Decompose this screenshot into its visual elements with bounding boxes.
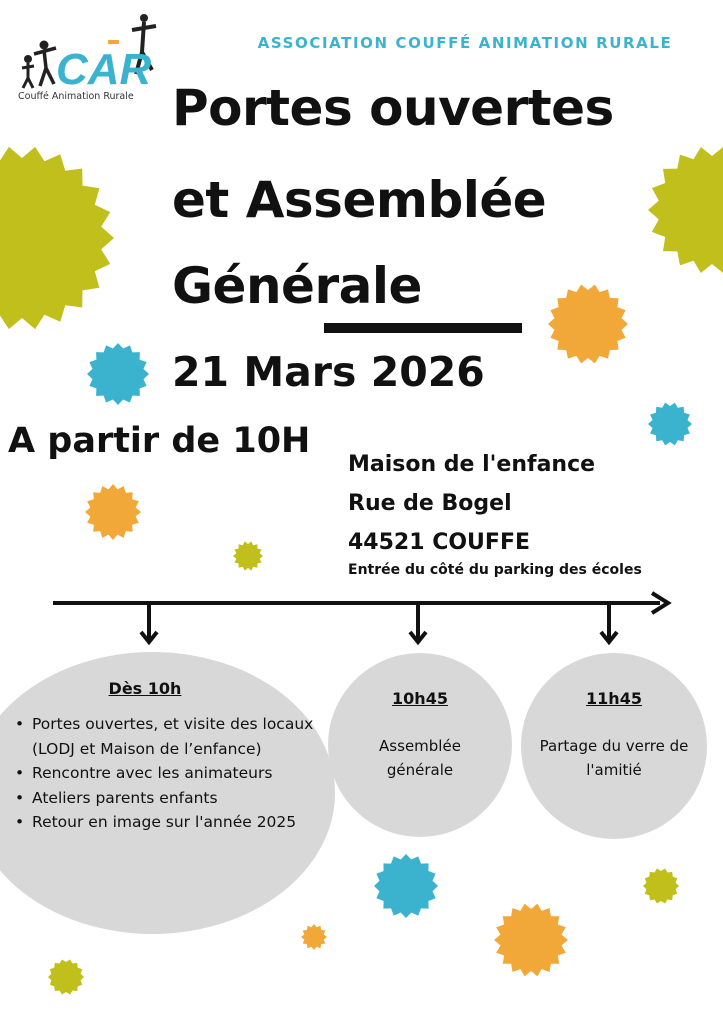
logo-letters: CAR <box>56 45 152 92</box>
blue-burst-2 <box>648 403 692 446</box>
olive-burst-left <box>0 147 114 329</box>
list-item: • Retour en image sur l'année 2025 <box>14 810 319 835</box>
title-underline <box>324 323 522 333</box>
location-city: 44521 COUFFE <box>348 530 530 555</box>
logo-caption: Couffé Animation Rurale <box>18 91 134 102</box>
location-place: Maison de l'enfance <box>348 452 596 477</box>
orange-burst-1 <box>548 285 628 364</box>
bubble-3-description: Partage du verre de l'amitié <box>539 737 689 779</box>
location-entrance: Entrée du côté du parking des écoles <box>348 562 642 578</box>
list-item: • Portes ouvertes, et visite des locaux (LODJ et Maison de l’enfance) <box>14 712 319 761</box>
blue-burst-1 <box>87 343 149 405</box>
olive-burst-small <box>233 541 263 570</box>
location-street: Rue de Bogel <box>348 491 512 516</box>
bubble-1-list <box>14 712 319 835</box>
bubble-2-description: Assemblée générale <box>379 737 461 779</box>
bubble-1-time: Dès 10h <box>108 679 182 698</box>
logo-dancers-icon <box>16 12 166 92</box>
list-item: • Ateliers parents enfants <box>14 786 319 811</box>
logo <box>16 12 166 92</box>
association-name: ASSOCIATION COUFFÉ ANIMATION RURALE <box>257 34 673 52</box>
bubble-3-time: 11h45 <box>586 689 642 708</box>
title-line-2: et Assemblée <box>172 171 547 229</box>
title-line-1: Portes ouvertes <box>172 79 614 137</box>
title-line-3: Générale <box>172 257 422 315</box>
orange-burst-2 <box>85 484 141 540</box>
list-item: • Rencontre avec les animateurs <box>14 761 319 786</box>
bubble-2-time: 10h45 <box>392 689 448 708</box>
start-time: A partir de 10H <box>8 421 311 461</box>
olive-burst-right <box>648 147 723 273</box>
event-date: 21 Mars 2026 <box>172 348 485 396</box>
